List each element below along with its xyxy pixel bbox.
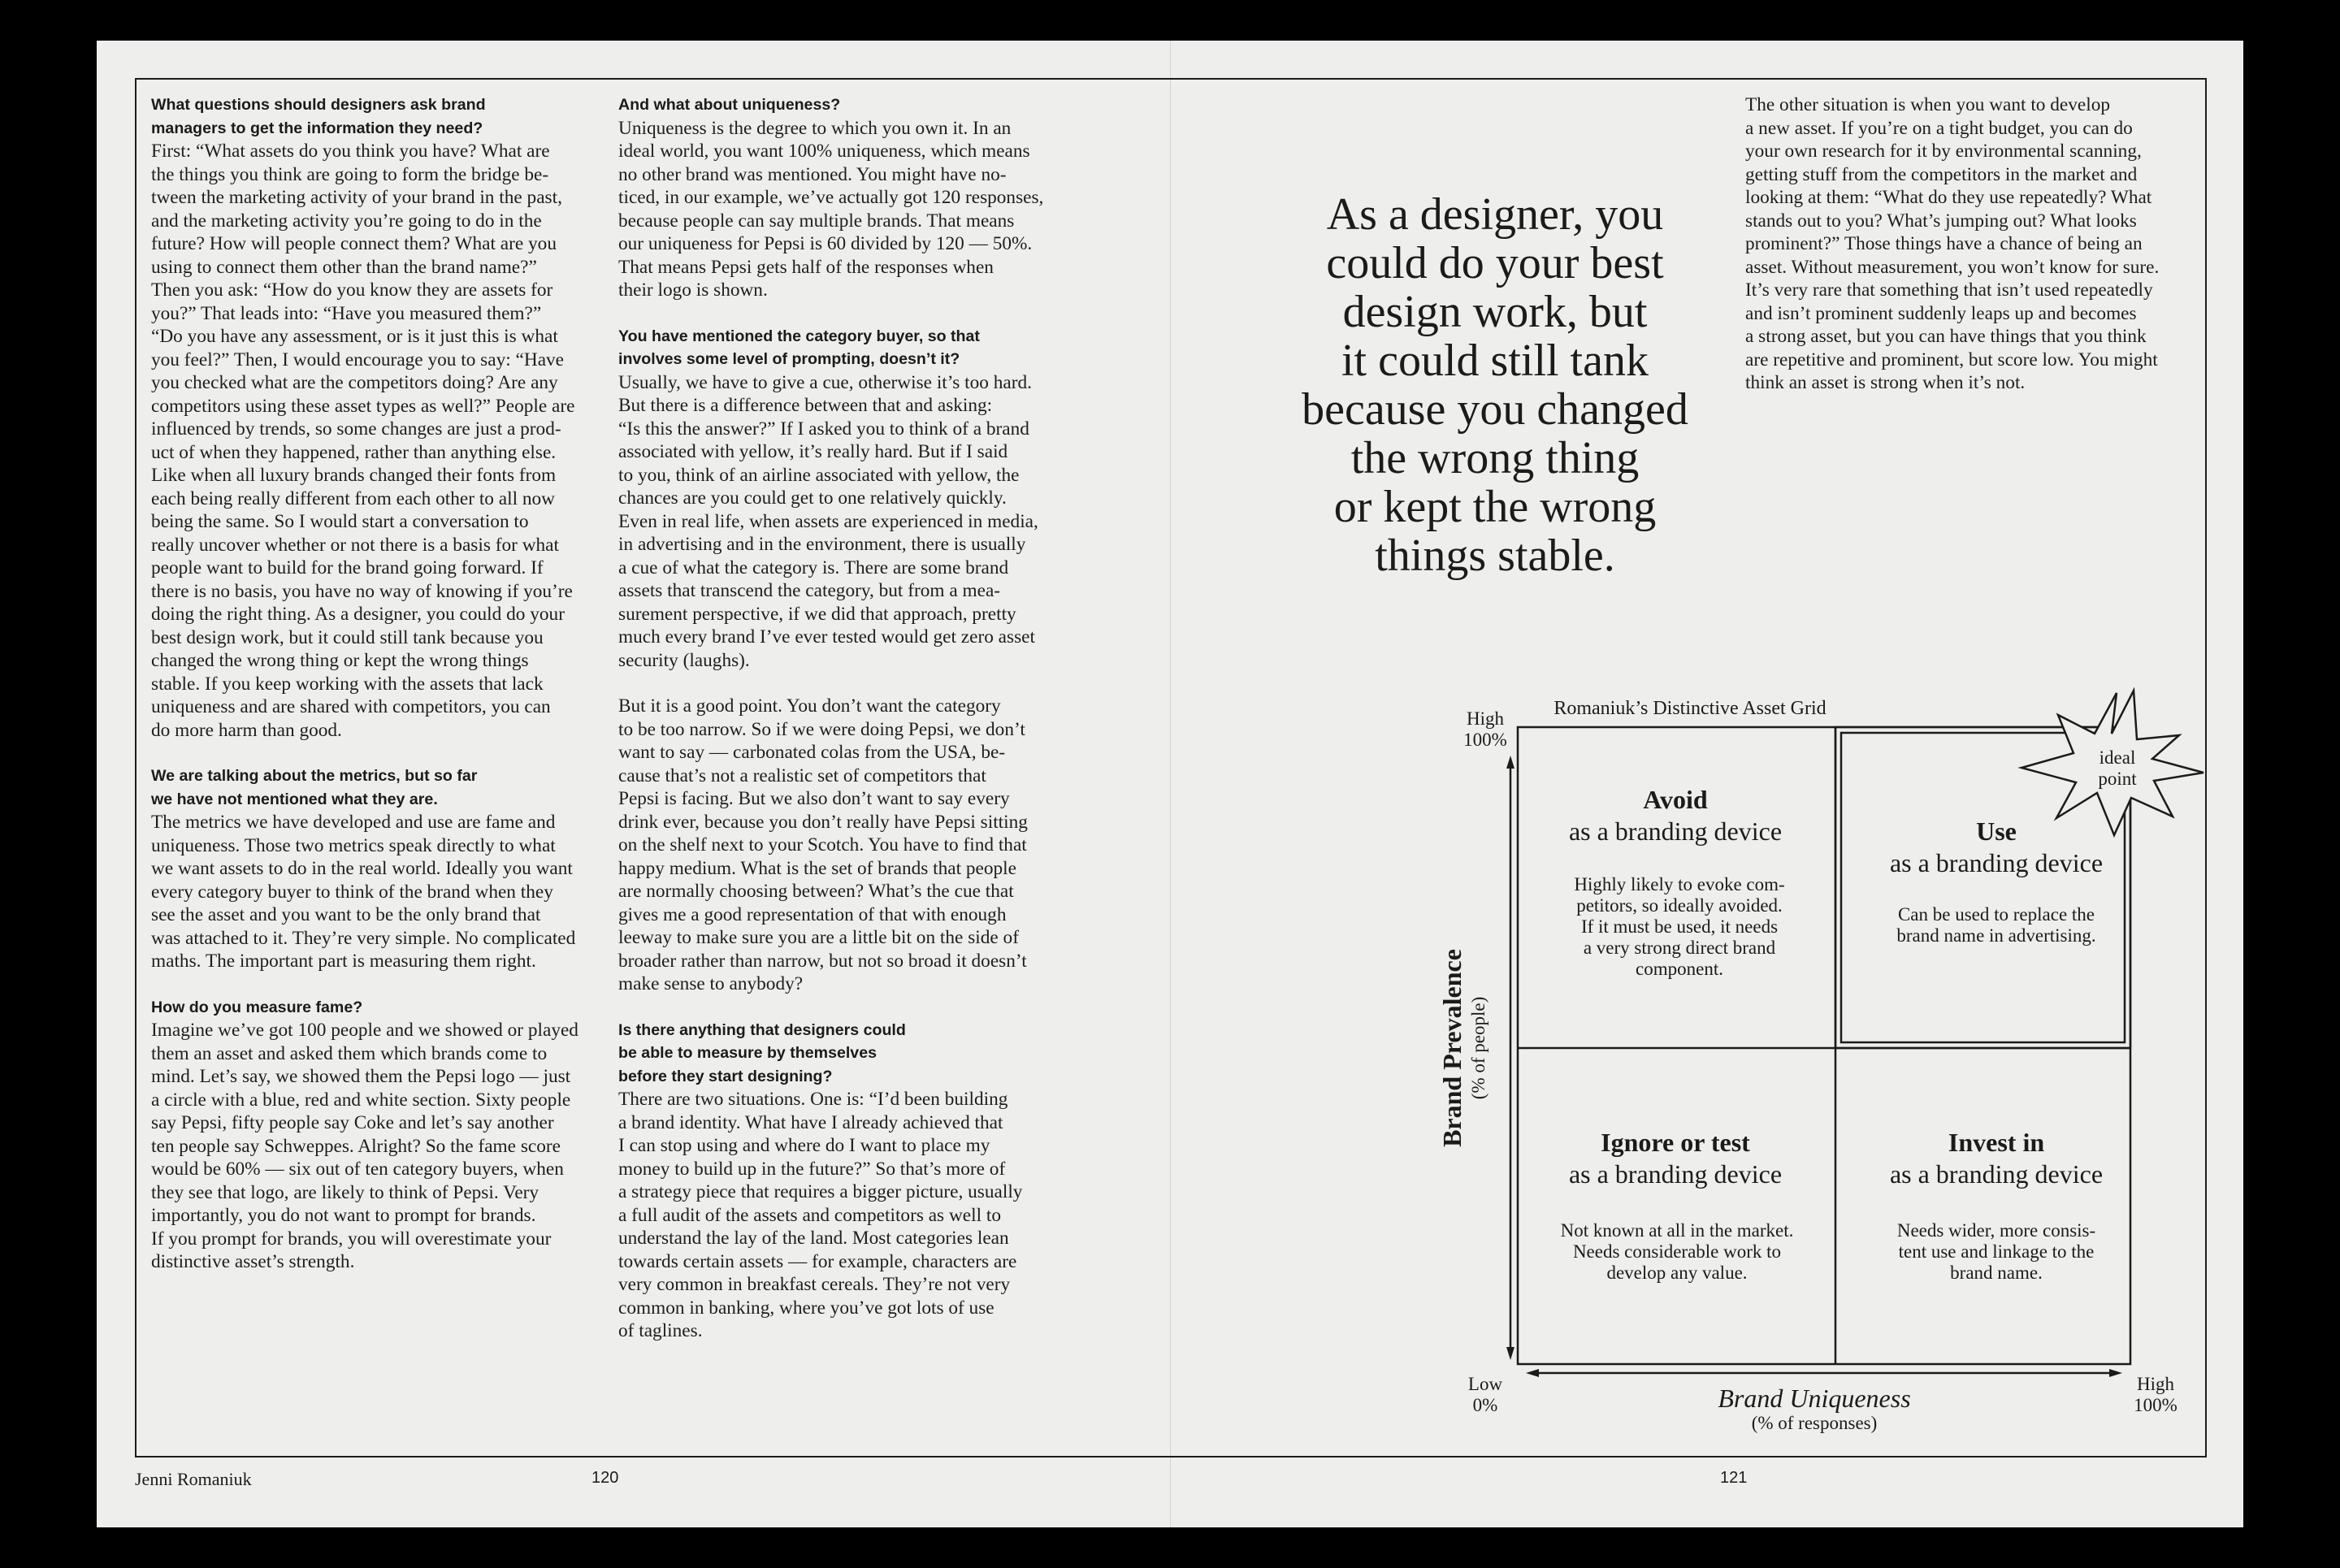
question-line: be able to measure by themselves (618, 1044, 877, 1062)
paragraph-line: looking at them: “What do they use repeatedly? What (1745, 187, 2152, 208)
x-high-label: High (2137, 1374, 2174, 1394)
x-axis-arrow (1526, 1369, 2122, 1377)
paragraph-line: very common in breakfast cereals. They’re not very (618, 1274, 1011, 1295)
question-line: What questions should designers ask brand (151, 96, 486, 114)
y-axis-subtitle: (% of people) (1468, 996, 1488, 1100)
paragraph-line: The other situation is when you want to develop (1745, 94, 2111, 115)
quadrant-ignore-title: Ignore or test (1601, 1128, 1750, 1157)
x-high-pct: 100% (2134, 1395, 2178, 1415)
pull-quote-line: it could still tank (1341, 336, 1649, 386)
pull-quote-line: or kept the wrong (1333, 482, 1657, 532)
paragraph-line: you checked what are the competitors doing? Are any (151, 372, 558, 393)
paragraph-line: If you prompt for brands, you will overestimate your (151, 1228, 552, 1250)
paragraph-line: and the marketing activity you’re going to do in the (151, 210, 542, 232)
quadrant-ignore-or-test (1561, 1128, 1794, 1283)
x-axis-title: Brand Uniqueness (1718, 1384, 1911, 1413)
question-line: involves some level of prompting, doesn’t it? (618, 350, 960, 368)
paragraph-line: your own research for it by environmental scanning, (1745, 141, 2142, 162)
burst-text-line1: ideal (2099, 747, 2136, 768)
paragraph-line: “Is this the answer?” If I asked you to think of a brand (618, 418, 1029, 440)
question-line: How do you measure fame? (151, 998, 363, 1016)
page-number-left: 120 (592, 1469, 619, 1487)
paragraph-line: security (laughs). (618, 649, 750, 671)
paragraph-line: really uncover whether or not there is a basis for what (151, 534, 559, 556)
question-line: before they start designing? (618, 1067, 833, 1085)
quadrant-ignore-desc-3: develop any value. (1606, 1263, 1748, 1283)
paragraph-line: money to build up in the future?” So that’s more of (618, 1158, 1006, 1180)
left-page-column-1 (151, 93, 602, 1274)
paragraph-line: was attached to it. They’re very simple. No complicated (151, 927, 576, 949)
paragraph-line: I can stop using and where do I want to place my (618, 1135, 990, 1156)
pull-quote-line: the wrong thing (1350, 433, 1640, 483)
paragraph-line: the things you think are going to form the bridge be- (151, 163, 549, 185)
paragraph-line: of taglines. (618, 1320, 703, 1341)
answer-paragraph (151, 1019, 602, 1274)
paragraph-line: understand the lay of the land. Most categories lean (618, 1228, 1009, 1249)
paragraph-line: changed the wrong thing or kept the wrong things (151, 650, 529, 671)
paragraph-line: you?” That leads into: “Have you measured them?” (151, 302, 542, 324)
paragraph-line: happy medium. What is the set of brands that people (618, 857, 1016, 879)
paragraph-line: people want to build for the brand going forward. If (151, 557, 544, 578)
right-page-column (1745, 93, 2200, 395)
paragraph-line: you feel?” Then, I would encourage you to say: “Have (151, 349, 565, 370)
paragraph-line: Then you ask: “How do you know they are assets for (151, 279, 553, 301)
distinctive-asset-grid (1430, 674, 2210, 1454)
paragraph-line: broader rather than narrow, but not so broad it doesn’t (618, 950, 1027, 972)
quadrant-invest-subtitle: as a branding device (1889, 1159, 2104, 1189)
quadrant-invest-desc-1: Needs wider, more consis- (1896, 1220, 2096, 1241)
paragraph-line: ten people say Schweppes. Alright? So the fame score (151, 1135, 561, 1157)
paragraph-line: prominent?” Those things have a chance of being an (1745, 233, 2143, 254)
y-axis-title: Brand Prevalence (1437, 949, 1467, 1147)
paragraph-line: would be 60% — six out of ten category buyers, when (151, 1159, 564, 1180)
paragraph-line: do more harm than good. (151, 719, 342, 741)
grid-title: Romaniuk’s Distinctive Asset Grid (1554, 698, 1826, 719)
paragraph-line: being the same. So I would start a conversation to (151, 511, 529, 532)
paragraph-line: Like when all luxury brands changed their fonts from (151, 465, 557, 486)
paragraph-line: Even in real life, when assets are experienced in media, (618, 510, 1038, 532)
paragraph-line: There are two situations. One is: “I’d been building (618, 1089, 1008, 1110)
paragraph-line: say Pepsi, fifty people say Coke and let’s say another (151, 1112, 554, 1133)
left-page-column-2 (618, 93, 1069, 1343)
quadrant-use (1890, 816, 2103, 946)
paragraph-line: a new asset. If you’re on a tight budget, you can do (1745, 117, 2133, 139)
paragraph-line: influenced by trends, so some changes are just a prod- (151, 418, 561, 440)
quadrant-invest-desc-3: brand name. (1950, 1263, 2043, 1283)
quadrant-invest-in (1890, 1128, 2103, 1283)
question-line: managers to get the information they need? (151, 119, 483, 137)
y-axis-arrow (1506, 756, 1514, 1360)
y-low-label: Low (1467, 1374, 1503, 1394)
paragraph-line: there is no basis, you have no way of knowing if you’re (151, 580, 573, 602)
paragraph-line: Pepsi is facing. But we also don’t want to say every (618, 788, 1010, 809)
paragraph-line: It’s very rare that something that isn’t used repeatedly (1745, 279, 2153, 301)
paragraph-line: But there is a difference between that and asking: (618, 395, 993, 416)
paragraph-line: stands out to you? What’s jumping out? What looks (1745, 210, 2137, 232)
paragraph-line: each being really different from each other to all now (151, 487, 556, 509)
quadrant-use-desc-2: brand name in advertising. (1896, 925, 2096, 946)
paragraph-line: future? How will people connect them? What are you (151, 233, 557, 254)
paragraph-line: are normally choosing between? What’s the cue that (618, 881, 1014, 902)
paragraph-line: a full audit of the assets and competitors as well to (618, 1204, 1001, 1226)
ideal-point-burst (2022, 691, 2204, 835)
y-high-label: High (1467, 708, 1504, 729)
y-low-pct: 0% (1472, 1395, 1498, 1415)
quadrant-avoid-desc-4: a very strong direct brand (1583, 938, 1776, 958)
paragraph-line: we want assets to do in the real world. Ideally you want (151, 858, 573, 879)
pull-quote-line: things stable. (1375, 531, 1615, 581)
quadrant-avoid (1569, 785, 1785, 979)
answer-paragraph (618, 117, 1069, 302)
paragraph-line: Usually, we have to give a cue, otherwise it’s too hard. (618, 371, 1032, 393)
paragraph-line: assets that transcend the category, but from a mea- (618, 580, 1001, 601)
answer-paragraph (151, 140, 602, 742)
paragraph-line: see the asset and you want to be the only brand that (151, 904, 541, 925)
question-line: You have mentioned the category buyer, so that (618, 327, 980, 345)
paragraph-line: getting stuff from the competitors in the market and (1745, 163, 2138, 185)
interview-question (151, 996, 602, 1020)
paragraph-line: doing the right thing. As a designer, you could do your (151, 604, 565, 625)
paragraph-line: best design work, but it could still tank because you (151, 626, 544, 648)
paragraph-line: surement perspective, if we did that approach, pretty (618, 603, 1016, 625)
paragraph-line: to be too narrow. So if we were doing Pepsi, we don’t (618, 718, 1025, 740)
paragraph-line: common in banking, where you’ve got lots of use (618, 1297, 994, 1319)
interview-question (618, 325, 1069, 371)
paragraph-line: tween the marketing activity of your brand in the past, (151, 187, 562, 208)
paragraph-line: First: “What assets do you think you have? What are (151, 141, 550, 162)
interview-question (618, 1019, 1069, 1089)
paragraph-line: them an asset and asked them which brands come to (151, 1042, 548, 1064)
paragraph-line: they see that logo, are likely to think of Pepsi. Very (151, 1181, 540, 1203)
paragraph-line: stable. If you keep working with the assets that lack (151, 673, 544, 695)
quadrant-invest-desc-2: tent use and linkage to the (1898, 1241, 2095, 1262)
paragraph-line: ideal world, you want 100% uniqueness, which means (618, 141, 1030, 162)
pull-quote-line: because you changed (1302, 384, 1688, 435)
paragraph-line: to you, think of an airline associated with yellow, the (618, 464, 1020, 486)
paragraph-line: no other brand was mentioned. You might have no- (618, 163, 1007, 185)
footer-author: Jenni Romaniuk (135, 1469, 252, 1489)
pull-quote-line: could do your best (1326, 238, 1664, 288)
paragraph-line: asset. Without measurement, you won’t know for sure. (1745, 256, 2160, 278)
paragraph-line: The metrics we have developed and use are fame and (151, 812, 556, 833)
paragraph-line: in advertising and in the environment, there is usually (618, 534, 1026, 555)
paragraph-line: a strategy piece that requires a bigger picture, usually (618, 1181, 1023, 1202)
paragraph-line: leeway to make sure you are a little bit on the side of (618, 927, 1019, 948)
paragraph-line: distinctive asset’s strength. (151, 1251, 355, 1272)
paragraph-line: uniqueness and are shared with competitors, you can (151, 696, 551, 717)
paragraph-line: and isn’t prominent suddenly leaps up and becomes (1745, 302, 2137, 324)
paragraph-line: drink ever, because you don’t really have Pepsi sitting (618, 811, 1028, 833)
quadrant-use-subtitle: as a branding device (1889, 848, 2104, 877)
question-line: Is there anything that designers could (618, 1020, 906, 1039)
paragraph-line: a cue of what the category is. There are some brand (618, 557, 1009, 578)
quadrant-ignore-subtitle: as a branding device (1568, 1159, 1783, 1189)
paragraph-line: want to say — carbonated colas from the USA, be- (618, 742, 1006, 763)
paragraph-line: their logo is shown. (618, 279, 768, 301)
quadrant-use-desc-1: Can be used to replace the (1897, 904, 2095, 925)
y-high-pct: 100% (1463, 730, 1507, 750)
paragraph-line: But it is a good point. You don’t want the category (618, 695, 1001, 717)
paragraph-line: every category buyer to think of the brand when they (151, 881, 553, 903)
page-number-right: 121 (1720, 1469, 1748, 1487)
paragraph-line: maths. The important part is measuring them right. (151, 951, 536, 972)
interview-question (151, 93, 602, 140)
paragraph-line: ticed, in our example, we’ve actually got 120 responses, (618, 187, 1044, 208)
paragraph-line: towards certain assets — for example, characters are (618, 1250, 1017, 1272)
paragraph-line: chances are you could get to one relatively quickly. (618, 487, 1007, 509)
paragraph-line: make sense to anybody? (618, 973, 804, 994)
answer-paragraph (151, 811, 602, 973)
burst-text-line2: point (2098, 769, 2137, 789)
question-line: And what about uniqueness? (618, 96, 841, 114)
paragraph-line: associated with yellow, it’s really hard. But if I said (618, 441, 1008, 462)
pull-quote-line: design work, but (1342, 287, 1648, 337)
quadrant-avoid-desc-5: component. (1636, 959, 1723, 979)
paragraph-line: cause that’s not a realistic set of competitors that (618, 765, 986, 786)
quadrant-avoid-desc-2: petitors, so ideally avoided. (1576, 895, 1783, 916)
question-line: we have not mentioned what they are. (151, 790, 438, 808)
paragraph-line: Uniqueness is the degree to which you own it. In an (618, 117, 1012, 139)
pull-quote-line: As a designer, you (1326, 189, 1664, 240)
quadrant-ignore-desc-1: Not known at all in the market. (1560, 1220, 1794, 1241)
interview-question (151, 765, 602, 811)
paragraph-line: That means Pepsi gets half of the responses when (618, 256, 994, 278)
answer-paragraph (618, 695, 1069, 996)
paragraph-line: uniqueness. Those two metrics speak directly to what (151, 834, 556, 856)
quadrant-avoid-desc-1: Highly likely to evoke com- (1574, 874, 1785, 894)
paragraph-line: think an asset is strong when it’s not. (1745, 372, 2026, 393)
paragraph-line: importantly, you do not want to prompt for brands. (151, 1205, 536, 1226)
quadrant-avoid-subtitle: as a branding device (1568, 816, 1783, 846)
quadrant-use-title: Use (1976, 816, 2017, 846)
paragraph-line: uct of when they happened, rather than anything else. (151, 441, 557, 463)
pull-quote (1268, 190, 1722, 580)
paragraph-line: competitors using these asset types as well?” People are (151, 395, 575, 417)
answer-paragraph (618, 371, 1069, 673)
paragraph-line: Imagine we’ve got 100 people and we showed or played (151, 1020, 578, 1041)
paragraph-line: much every brand I’ve ever tested would get zero asset (618, 626, 1035, 648)
paragraph-line: because people can say multiple brands. That means (618, 210, 1015, 232)
paragraph-line: “Do you have any assessment, or is it just this is what (151, 326, 558, 347)
quadrant-avoid-title: Avoid (1643, 785, 1708, 814)
interview-question (618, 93, 1069, 117)
paragraph-line: are repetitive and prominent, but score low. You might (1745, 349, 2158, 370)
paragraph-line: gives me a good representation of that with enough (618, 903, 1007, 925)
paragraph-line: mind. Let’s say, we showed them the Pepsi logo — just (151, 1066, 571, 1087)
x-axis-subtitle: (% of responses) (1751, 1413, 1878, 1433)
quadrant-ignore-desc-2: Needs considerable work to (1572, 1241, 1782, 1262)
paragraph-line: using to connect them other than the brand name?” (151, 256, 537, 278)
quadrant-invest-title: Invest in (1948, 1128, 2045, 1157)
paragraph-line: a strong asset, but you can have things that you think (1745, 326, 2147, 347)
paragraph-line: a circle with a blue, red and white section. Sixty people (151, 1089, 571, 1111)
paragraph-line: a brand identity. What have I already achieved that (618, 1111, 1003, 1133)
quadrant-avoid-desc-3: If it must be used, it needs (1580, 916, 1779, 937)
paragraph-line: on the shelf next to your Scotch. You have to find that (618, 834, 1027, 855)
answer-paragraph (618, 1088, 1069, 1343)
question-line: We are talking about the metrics, but so far (151, 767, 478, 785)
paragraph-line: our uniqueness for Pepsi is 60 divided by 120 — 50%. (618, 233, 1033, 254)
